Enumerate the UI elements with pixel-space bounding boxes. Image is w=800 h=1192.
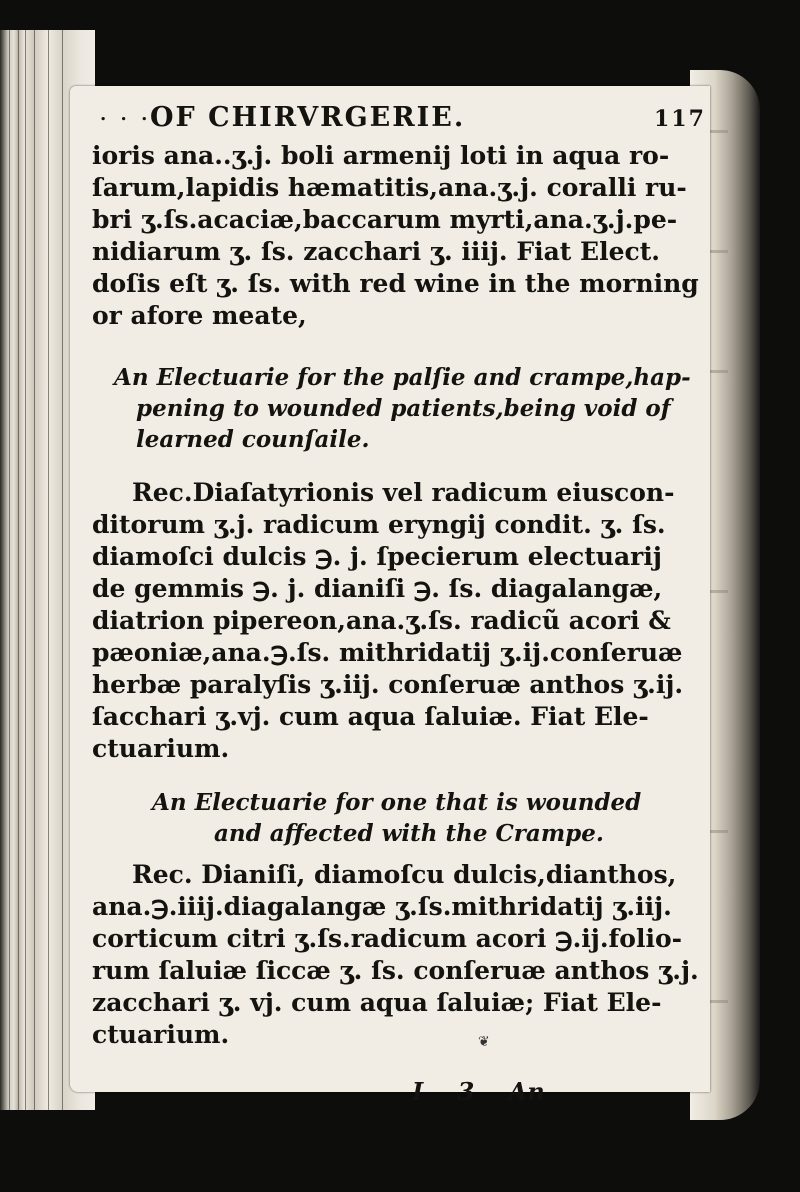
text-line: zacchari ʒ. vj. cum aqua ſaluiæ; Fiat Ele- [92,988,662,1017]
text-line: nidiarum ʒ. ſs. zacchari ʒ. iiij. Fiat Elect. [92,237,660,266]
text-line: pæoniæ,ana.℈.ſs. mithridatij ʒ.ij.conſeruæ [92,638,683,667]
text-line: ana.℈.iiij.diagalangæ ʒ.ſs.mithridatij ʒ.iij. [92,892,672,921]
text-line: or afore meate, [92,301,307,330]
page-text [92,104,712,1106]
text-line: doſis eſt ʒ. ſs. with red wine in the morning [92,269,699,298]
running-head-dots: . . . [100,104,152,125]
heading-line: and affected with the Crampe. [214,820,604,847]
heading-crampe-electuarie [92,787,712,849]
text-line: diamoſci dulcis ℈. j. ſpecierum electuarij [92,542,662,571]
running-head [92,104,712,138]
text-line: Rec. Dianiſi, diamoſcu dulcis,dianthos, [132,860,677,889]
heading-line: An Electuarie for the palſie and crampe,hap- [114,364,691,391]
text-line: corticum citri ʒ.ſs.radicum acori ℈.ij.folio- [92,924,682,953]
running-head-title: OF CHIRVRGERIE. [150,102,466,133]
paragraph-3 [92,859,712,1051]
paragraph-1 [92,140,712,332]
text-line: ioris ana..ʒ.j. boli armenij loti in aqua ro- [92,141,670,170]
text-line: ctuarium. [92,1020,230,1049]
ink-flourish-icon: ❦ [478,1034,490,1050]
catchword: An [508,1077,545,1106]
heading-line: learned counſaile. [136,426,370,453]
text-line: herbæ paralyſis ʒ.iij. conſeruæ anthos ʒ.ij. [92,670,684,699]
text-line: ctuarium. [92,734,230,763]
text-line: bri ʒ.ſs.acaciæ,baccarum myrti,ana.ʒ.j.pe- [92,205,678,234]
catchword-line [92,1077,712,1106]
text-line: de gemmis ℈. j. dianiſi ℈. ſs. diagalangæ, [92,574,663,603]
paragraph-2 [92,477,712,765]
heading-line: An Electuarie for one that is wounded [152,789,642,816]
text-line: rum ſaluiæ ſiccæ ʒ. ſs. conſeruæ anthos ʒ.j. [92,956,699,985]
text-line: ſarum,lapidis hæmatitis,ana.ʒ.j. coralli ru- [92,173,687,202]
text-line: ditorum ʒ.j. radicum eryngij condit. ʒ. ſs. [92,510,666,539]
text-line: ſacchari ʒ.vj. cum aqua ſaluiæ. Fiat Ele- [92,702,649,731]
page-number: 117 [654,106,706,132]
text-line: Rec.Diaſatyrionis vel radicum eiuscon- [132,478,675,507]
heading-palsie-electuarie [92,362,712,455]
text-line: diatrion pipereon,ana.ʒ.ſs. radicũ acori & [92,606,671,635]
signature-mark: I 3 [412,1077,475,1106]
heading-line: pening to wounded patients,being void of [136,395,671,422]
